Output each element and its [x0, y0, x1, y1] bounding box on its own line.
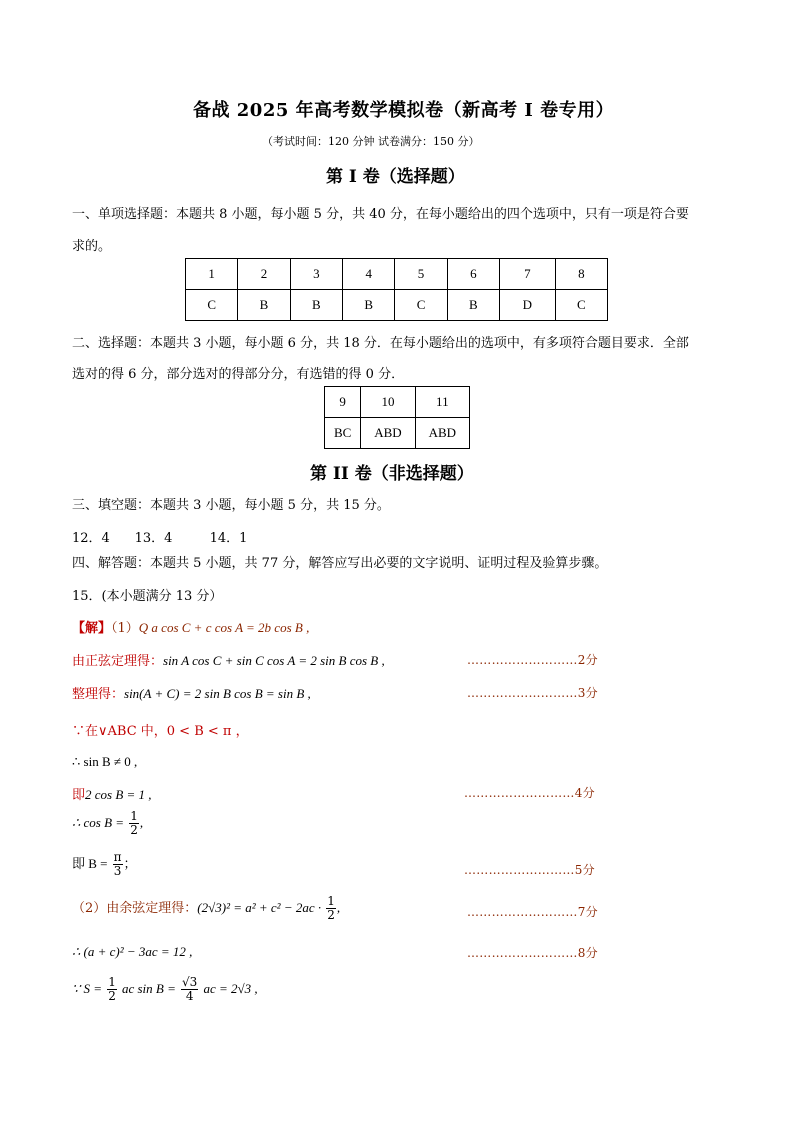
solution-line-1: Q a cos C + c cos A = 2b cos B , [138, 620, 310, 635]
numerator: √3 [182, 975, 198, 989]
answer-cell: ABD [415, 418, 469, 449]
solution-part-1 [72, 617, 309, 636]
section-1-instructions-cont: 求的。 [72, 239, 112, 254]
section-3-instructions: 三、填空题：本题共 3 小题，每小题 5 分，共 15 分。 [72, 498, 390, 513]
question-number: 6 [447, 259, 499, 290]
solution-step-11 [72, 976, 258, 1003]
step-math: ∴ (a + c)² − 3ac = 12 , [72, 944, 193, 959]
solution-label: 【解】 [72, 621, 112, 636]
step-label: 即 [72, 788, 86, 803]
answer-cell: B [447, 290, 499, 321]
answer-cell: D [500, 290, 556, 321]
answer-key-table-1 [185, 258, 608, 321]
answer-cell: C [395, 290, 447, 321]
numerator: 1 [108, 975, 116, 989]
score-2: ………………………2分 [467, 653, 598, 667]
step-math: ac = 2√3 , [203, 981, 258, 996]
score-7: ………………………7分 [467, 905, 598, 919]
section-2-instructions-cont: 选对的得 6 分，部分选对的得部分分，有选错的得 0 分． [72, 367, 405, 382]
solution-step-8: 即 B = $\frac{\pi}{3}$ ； [72, 850, 137, 878]
page-title: 备战 2025 年高考数学模拟卷（新高考 I 卷专用） [193, 100, 615, 121]
solution-step-3 [72, 683, 311, 702]
answer-cell: B [290, 290, 342, 321]
denominator: 2 [130, 823, 138, 837]
question-number: 8 [555, 259, 607, 290]
question-number: 7 [500, 259, 556, 290]
section-4-instructions: 四、解答题：本题共 5 小题，共 77 分，解答应写出必要的文字说明、证明过程及验算步骤。 [72, 556, 608, 571]
step-math: (2√3)² = a² + c² − 2ac · [197, 900, 322, 915]
step-math: sin(A + C) = 2 sin B cos B = sin B , [124, 686, 311, 701]
denominator: 2 [327, 908, 335, 922]
numerator: 1 [327, 894, 335, 908]
question-number: 5 [395, 259, 447, 290]
exam-info: （考试时间：120 分钟 试卷满分：150 分） [262, 135, 480, 148]
volume-1-title: 第 I 卷（选择题） [326, 167, 465, 187]
section-1-instructions: 一、单项选择题：本题共 8 小题，每小题 5 分，共 40 分，在每小题给出的四个选项中，只有一项是符合要 [72, 207, 689, 222]
step-math: ∵ S = [72, 981, 103, 996]
denominator: 4 [185, 989, 194, 1003]
question-number: 3 [290, 259, 342, 290]
step-math: ∴ sin B ≠ 0 , [72, 754, 138, 769]
step-label: 由正弦定理得： [72, 654, 164, 669]
section-2-instructions: 二、选择题：本题共 3 小题，每小题 6 分，共 18 分．在每小题给出的选项中，有多项符合题目要求．全部 [72, 336, 689, 351]
question-15-header: 15．(本小题满分 13 分） [72, 589, 223, 604]
solution-step-2 [72, 650, 385, 669]
denominator: 3 [113, 864, 122, 878]
solution-part-2: （2）由余弦定理得：(2√3)² = a² + c² − 2ac · $\frac{1}{2}$ , [72, 894, 341, 922]
step-math: 2 cos B = 1 , [85, 787, 152, 802]
question-number: 11 [415, 387, 469, 418]
solution-step-10 [72, 944, 192, 960]
solution-step-4: ∵在∨ABC 中，0 < B < π ， [72, 724, 249, 739]
part-1-label: （1） [111, 621, 139, 636]
step-label: 整理得： [72, 687, 125, 702]
solution-step-7: ∴ cos B = $\frac{1}{2}$ , [72, 809, 144, 837]
numerator: π [113, 850, 122, 864]
fraction [129, 810, 139, 837]
numerator: 1 [130, 809, 138, 823]
question-number: 4 [343, 259, 395, 290]
question-number: 9 [325, 387, 361, 418]
answer-key-table-2 [324, 386, 470, 449]
answer-cell: BC [325, 418, 361, 449]
solution-step-5 [72, 754, 137, 770]
fraction [181, 976, 198, 1003]
fraction [107, 976, 117, 1003]
score-4: ………………………4分 [464, 786, 595, 800]
answer-cell: C [555, 290, 607, 321]
answer-cell: ABD [361, 418, 415, 449]
score-3: ………………………3分 [467, 686, 598, 700]
score-5: ………………………5分 [464, 863, 595, 877]
step-math: ∴ cos B = [72, 815, 125, 830]
question-number: 1 [186, 259, 238, 290]
fraction [326, 895, 336, 922]
denominator: 2 [108, 989, 116, 1003]
step-math: ac sin B = [121, 981, 176, 996]
volume-2-title: 第 II 卷（非选择题） [310, 464, 474, 484]
step-math: 即 B = [72, 856, 108, 871]
part-2-label: （2）由余弦定理得： [72, 901, 198, 916]
score-8: ………………………8分 [467, 946, 598, 960]
step-math: sin A cos C + sin C cos A = 2 sin B cos B , [163, 653, 385, 668]
answer-cell: B [238, 290, 290, 321]
answer-cell: C [186, 290, 238, 321]
answer-cell: B [343, 290, 395, 321]
fill-in-answers: 12．4 13．4 14．1 [72, 531, 248, 546]
fraction [113, 851, 123, 878]
question-number: 2 [238, 259, 290, 290]
question-number: 10 [361, 387, 415, 418]
solution-step-6 [72, 784, 152, 803]
